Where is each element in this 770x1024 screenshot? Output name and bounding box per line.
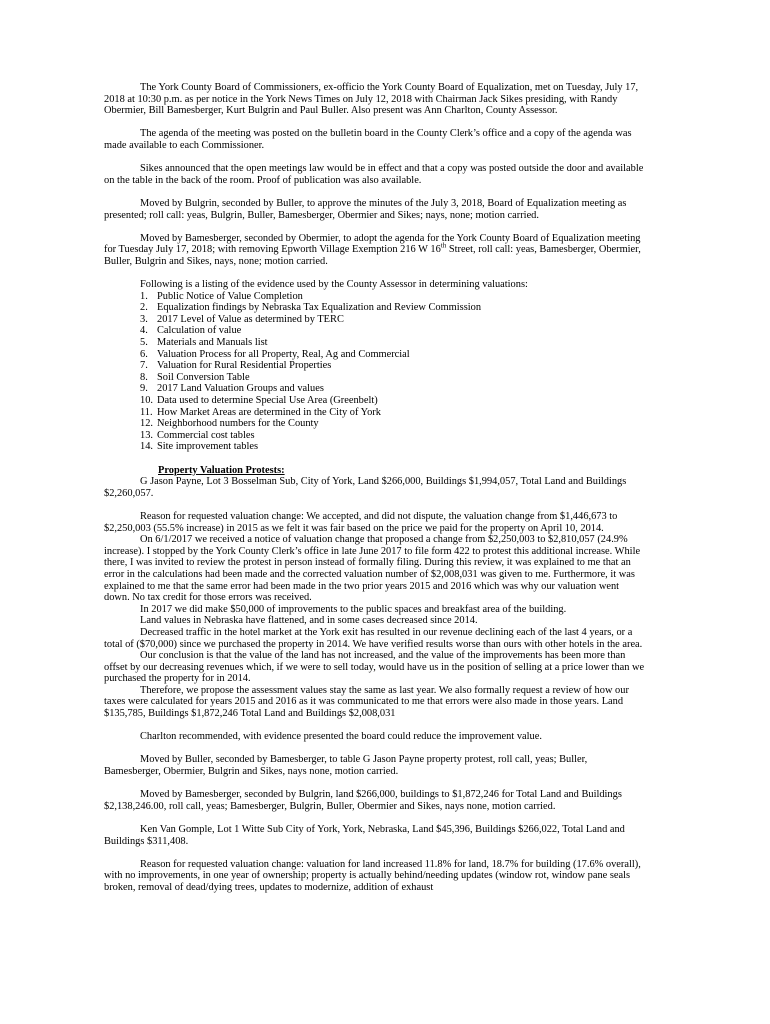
evidence-list-item (140, 337, 646, 349)
evidence-item-text: Neighborhood numbers for the County (157, 418, 319, 430)
evidence-list-item (140, 314, 646, 326)
agenda-motion-text-b: Street, roll call: yeas, Bamesberger, Obermier, Buller, Bulgrin and Sikes, nays, none; motion carried. (104, 244, 641, 267)
evidence-item-text: Data used to determine Special Use Area (Greenbelt) (157, 395, 378, 407)
open-meetings-paragraph: Sikes announced that the open meetings law would be in effect and that a copy was posted outside the door and available on the table in the back of the room. Proof of publication was also available. (104, 163, 644, 186)
evidence-list-item (140, 325, 646, 337)
valuation-motion-paragraph: Moved by Bamesberger, seconded by Bulgrin, land $266,000, buildings to $1,872,246 for Total Land and Buildings $2,138,246.00, roll call, yeas; Bamesberger, Bulgrin, Buller, Obermier and Sikes, nays none, motion carried. (104, 789, 622, 812)
evidence-item-number: 4. (140, 325, 148, 337)
evidence-item-text: Valuation for Rural Residential Properties (157, 360, 332, 372)
evidence-list-item (140, 360, 646, 372)
agenda-motion-text-a: Moved by Bamesberger, seconded by Obermier, to adopt the agenda for the York County Board of Equalization meeting for Tuesday July 17, 2018; with removing Epworth Village Exemption 216 W 16 (104, 232, 641, 256)
minutes-motion-paragraph: Moved by Bulgrin, seconded by Buller, to approve the minutes of the July 3, 2018, Board of Equalization meeting as presented; roll call: yeas, Bulgrin, Buller, Bamesberger, Obermier and Sikes; nays, none; motion carried. (104, 197, 627, 221)
van-gomple-property-paragraph: Ken Van Gomple, Lot 1 Witte Sub City of York, York, Nebraska, Land $45,396, Buildings $266,022, Total Land and Buildings $311,408. (104, 824, 625, 847)
evidence-item-text: Site improvement tables (157, 441, 258, 453)
evidence-list-item (140, 302, 646, 314)
meeting-opening-paragraph: The York County Board of Commissioners, ex-officio the York County Board of Equalization, met on Tuesday, July 17, 2018 at 10:30 p.m. as per notice in the York News Times on July 12, 2018 with Chairman Jack Sikes presiding, with Randy Obermier, Bill Bamesberger, Kurt Bulgrin and Paul Buller. Also present was Ann Charlton, County Assessor. (104, 82, 639, 117)
evidence-item-text: Public Notice of Value Completion (157, 290, 303, 302)
evidence-item-number: 1. (140, 290, 148, 302)
evidence-list-item (140, 383, 646, 395)
evidence-list-item (140, 441, 646, 453)
evidence-item-number: 7. (140, 360, 148, 372)
evidence-item-number: 10. (140, 395, 153, 407)
payne-reason-block (104, 511, 646, 720)
evidence-item-text: Soil Conversion Table (157, 371, 250, 383)
evidence-list-item (140, 407, 646, 419)
agenda-motion-paragraph (104, 233, 646, 268)
evidence-item-text: Materials and Manuals list (157, 337, 268, 349)
evidence-item-text: 2017 Level of Value as determined by TERC (157, 313, 344, 325)
van-gomple-reason-paragraph: Reason for requested valuation change: valuation for land increased 11.8% for land, 18.7% for building (17.6% overall), with no improvements, in one year of ownership; property is actually behind/needing updates (window rot, window pane seals broken, removal of dead/dying trees, updates to modernize, addition of exhaust (104, 858, 641, 893)
evidence-intro: Following is a listing of the evidence used by the County Assessor in determining valuations: (140, 279, 528, 291)
evidence-list-item (140, 349, 646, 361)
evidence-list-item (140, 395, 646, 407)
payne-property-paragraph: G Jason Payne, Lot 3 Bosselman Sub, City of York, Land $266,000, Buildings $1,994,057, Total Land and Buildings $2,260,057. (104, 476, 627, 499)
payne-reason-paragraph: Reason for requested valuation change: We accepted, and did not dispute, the valuation change from $1,446,673 to $2,250,003 (55.5% increase) in 2015 as we felt it was fair based on the price we paid for the property on April 10, 2014. (104, 510, 618, 534)
evidence-item-number: 14. (140, 441, 153, 453)
evidence-item-text: How Market Areas are determined in the City of York (157, 406, 381, 418)
payne-reason-paragraph: On 6/1/2017 we received a notice of valuation change that proposed a change from $2,250,003 to $2,810,057 (24.9% increase). I stopped by the York County Clerk’s office in late June 2017 to file form 422 to protest this additional increase. While there, I was invited to review the protest in person instead of formally filing. During this review, it was explained to me that an error in the calculations had been made and the corrected valuation number of $2,008,031 was given to me. Furthermore, it was explained to me that the same error had been made in the two prior years 2015 and 2016 which was why our valuation went down. No tax credit for those errors was received. (104, 534, 641, 604)
payne-reason-paragraph: Land values in Nebraska have flattened, and in some cases decreased since 2014. (140, 615, 478, 627)
evidence-item-number: 3. (140, 313, 148, 325)
table-motion-paragraph: Moved by Buller, seconded by Bamesberger, to table G Jason Payne property protest, roll call, yeas; Buller, Bamesberger, Obermier, Bulgrin and Sikes, nays none, motion carried. (104, 754, 588, 778)
payne-reason-paragraph: Decreased traffic in the hotel market at the York exit has resulted in our revenue declining each of the last 4 years, or a total of ($70,000) since we purchased the property in 2014. We have verified results worse than ours with other hotels in the area. (104, 626, 643, 650)
evidence-list (140, 291, 646, 453)
protests-heading: Property Valuation Protests: (158, 464, 285, 476)
evidence-item-text: Valuation Process for all Property, Real, Ag and Commercial (157, 348, 410, 360)
evidence-item-text: Commercial cost tables (157, 429, 255, 441)
evidence-item-number: 12. (140, 418, 153, 430)
evidence-item-number: 13. (140, 429, 153, 441)
evidence-item-number: 8. (140, 371, 148, 383)
charlton-recommendation-paragraph: Charlton recommended, with evidence presented the board could reduce the improvement value. (140, 731, 542, 743)
evidence-item-text: Calculation of value (157, 325, 242, 337)
evidence-item-number: 6. (140, 348, 148, 360)
evidence-item-number: 9. (140, 383, 148, 395)
payne-reason-paragraph: Therefore, we propose the assessment values stay the same as last year. We also formally request a review of how our taxes were calculated for years 2015 and 2016 as it was communicated to me that errors were also made in those years. Land $135,785, Buildings $1,872,246 Total Land and Buildings $2,008,031 (104, 684, 629, 720)
payne-reason-paragraph: In 2017 we did make $50,000 of improvements to the public spaces and breakfast area of the building. (140, 603, 567, 615)
agenda-posted-paragraph: The agenda of the meeting was posted on the bulletin board in the County Clerk’s office and a copy of the agenda was made available to each Commissioner. (104, 128, 632, 151)
evidence-list-item (140, 372, 646, 384)
payne-reason-paragraph: Our conclusion is that the value of the land has not increased, and the value of the improvements has been more than offset by our decreasing revenues which, if we were to sell today, would have us in the position of selling at a price lower than we purchased the property for in 2014. (104, 650, 645, 685)
evidence-list-item (140, 291, 646, 303)
evidence-item-number: 5. (140, 337, 148, 349)
evidence-item-number: 2. (140, 302, 148, 314)
agenda-motion-superscript: th (440, 241, 447, 250)
evidence-list-item (140, 418, 646, 430)
evidence-list-item (140, 430, 646, 442)
evidence-item-text: 2017 Land Valuation Groups and values (157, 383, 324, 395)
evidence-item-number: 11. (140, 406, 153, 418)
evidence-item-text: Equalization findings by Nebraska Tax Equalization and Review Commission (157, 302, 482, 314)
document-page (104, 82, 646, 905)
